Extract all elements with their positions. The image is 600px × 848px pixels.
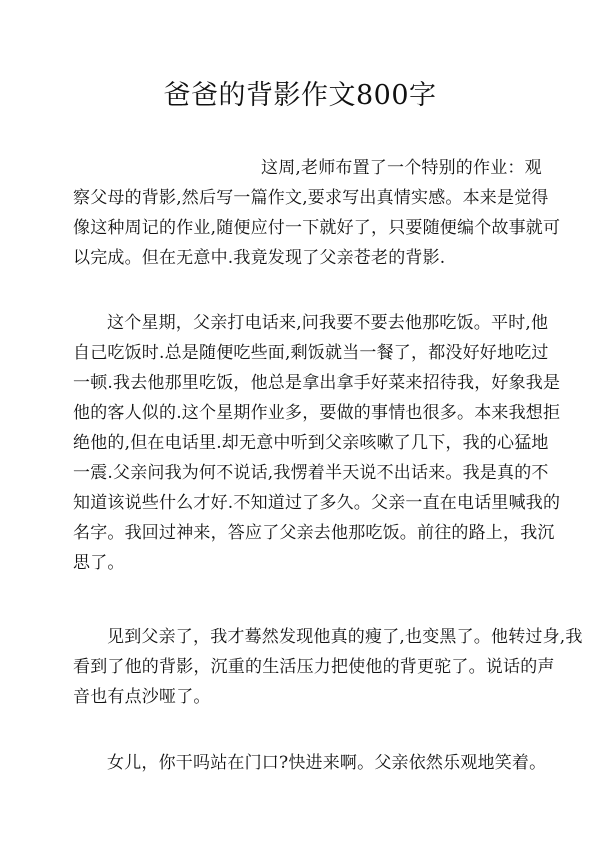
paragraph-line: 一震.父亲问我为何不说话,我愣着半天说不出话来。我是真的不 bbox=[73, 463, 549, 483]
paragraph-line: 像这种周记的作业,随便应付一下就好了，只要随便编个故事就可 bbox=[73, 218, 561, 238]
paragraph-4 bbox=[73, 748, 547, 778]
paragraph-line: 这周,老师布置了一个特别的作业：观 bbox=[261, 158, 542, 178]
paragraph-1 bbox=[73, 153, 561, 273]
paragraph-line: 这个星期，父亲打电话来,问我要不要去他那吃饭。平时,他 bbox=[107, 313, 549, 333]
paragraph-line: 一顿.我去他那里吃饭，他总是拿出拿手好菜来招待我，好象我是 bbox=[73, 373, 561, 393]
paragraph-line: 自己吃饭时.总是随便吃些面,剩饭就当一餐了，都没好好地吃过 bbox=[73, 343, 549, 363]
paragraph-line: 知道该说些什么才好.不知道过了多久。父亲一直在电话里喊我的 bbox=[73, 493, 561, 513]
paragraph-line: 女儿，你干吗站在门口?快进来啊。父亲依然乐观地笑着。 bbox=[107, 753, 547, 773]
paragraph-line: 以完成。但在无意中.我竟发现了父亲苍老的背影. bbox=[73, 248, 446, 268]
document-title: 爸爸的背影作文800字 bbox=[163, 80, 437, 111]
paragraph-line: 绝他的,但在电话里.却无意中听到父亲咳嗽了几下，我的心猛地 bbox=[73, 433, 549, 453]
paragraph-2 bbox=[73, 308, 561, 578]
paragraph-line: 音也有点沙哑了。 bbox=[73, 687, 211, 707]
paragraph-line: 察父母的背影,然后写一篇作文,要求写出真情实感。本来是觉得 bbox=[73, 188, 549, 208]
paragraph-line: 思了。 bbox=[73, 553, 125, 573]
paragraph-3 bbox=[73, 622, 583, 712]
paragraph-line: 名字。我回过神来，答应了父亲去他那吃饭。前往的路上，我沉 bbox=[73, 523, 555, 543]
paragraph-line: 看到了他的背影，沉重的生活压力把使他的背更驼了。说话的声 bbox=[73, 657, 555, 677]
paragraph-line: 见到父亲了，我才蓦然发现他真的瘦了,也变黑了。他转过身,我 bbox=[107, 627, 583, 647]
paragraph-line: 他的客人似的.这个星期作业多，要做的事情也很多。本来我想拒 bbox=[73, 403, 561, 423]
